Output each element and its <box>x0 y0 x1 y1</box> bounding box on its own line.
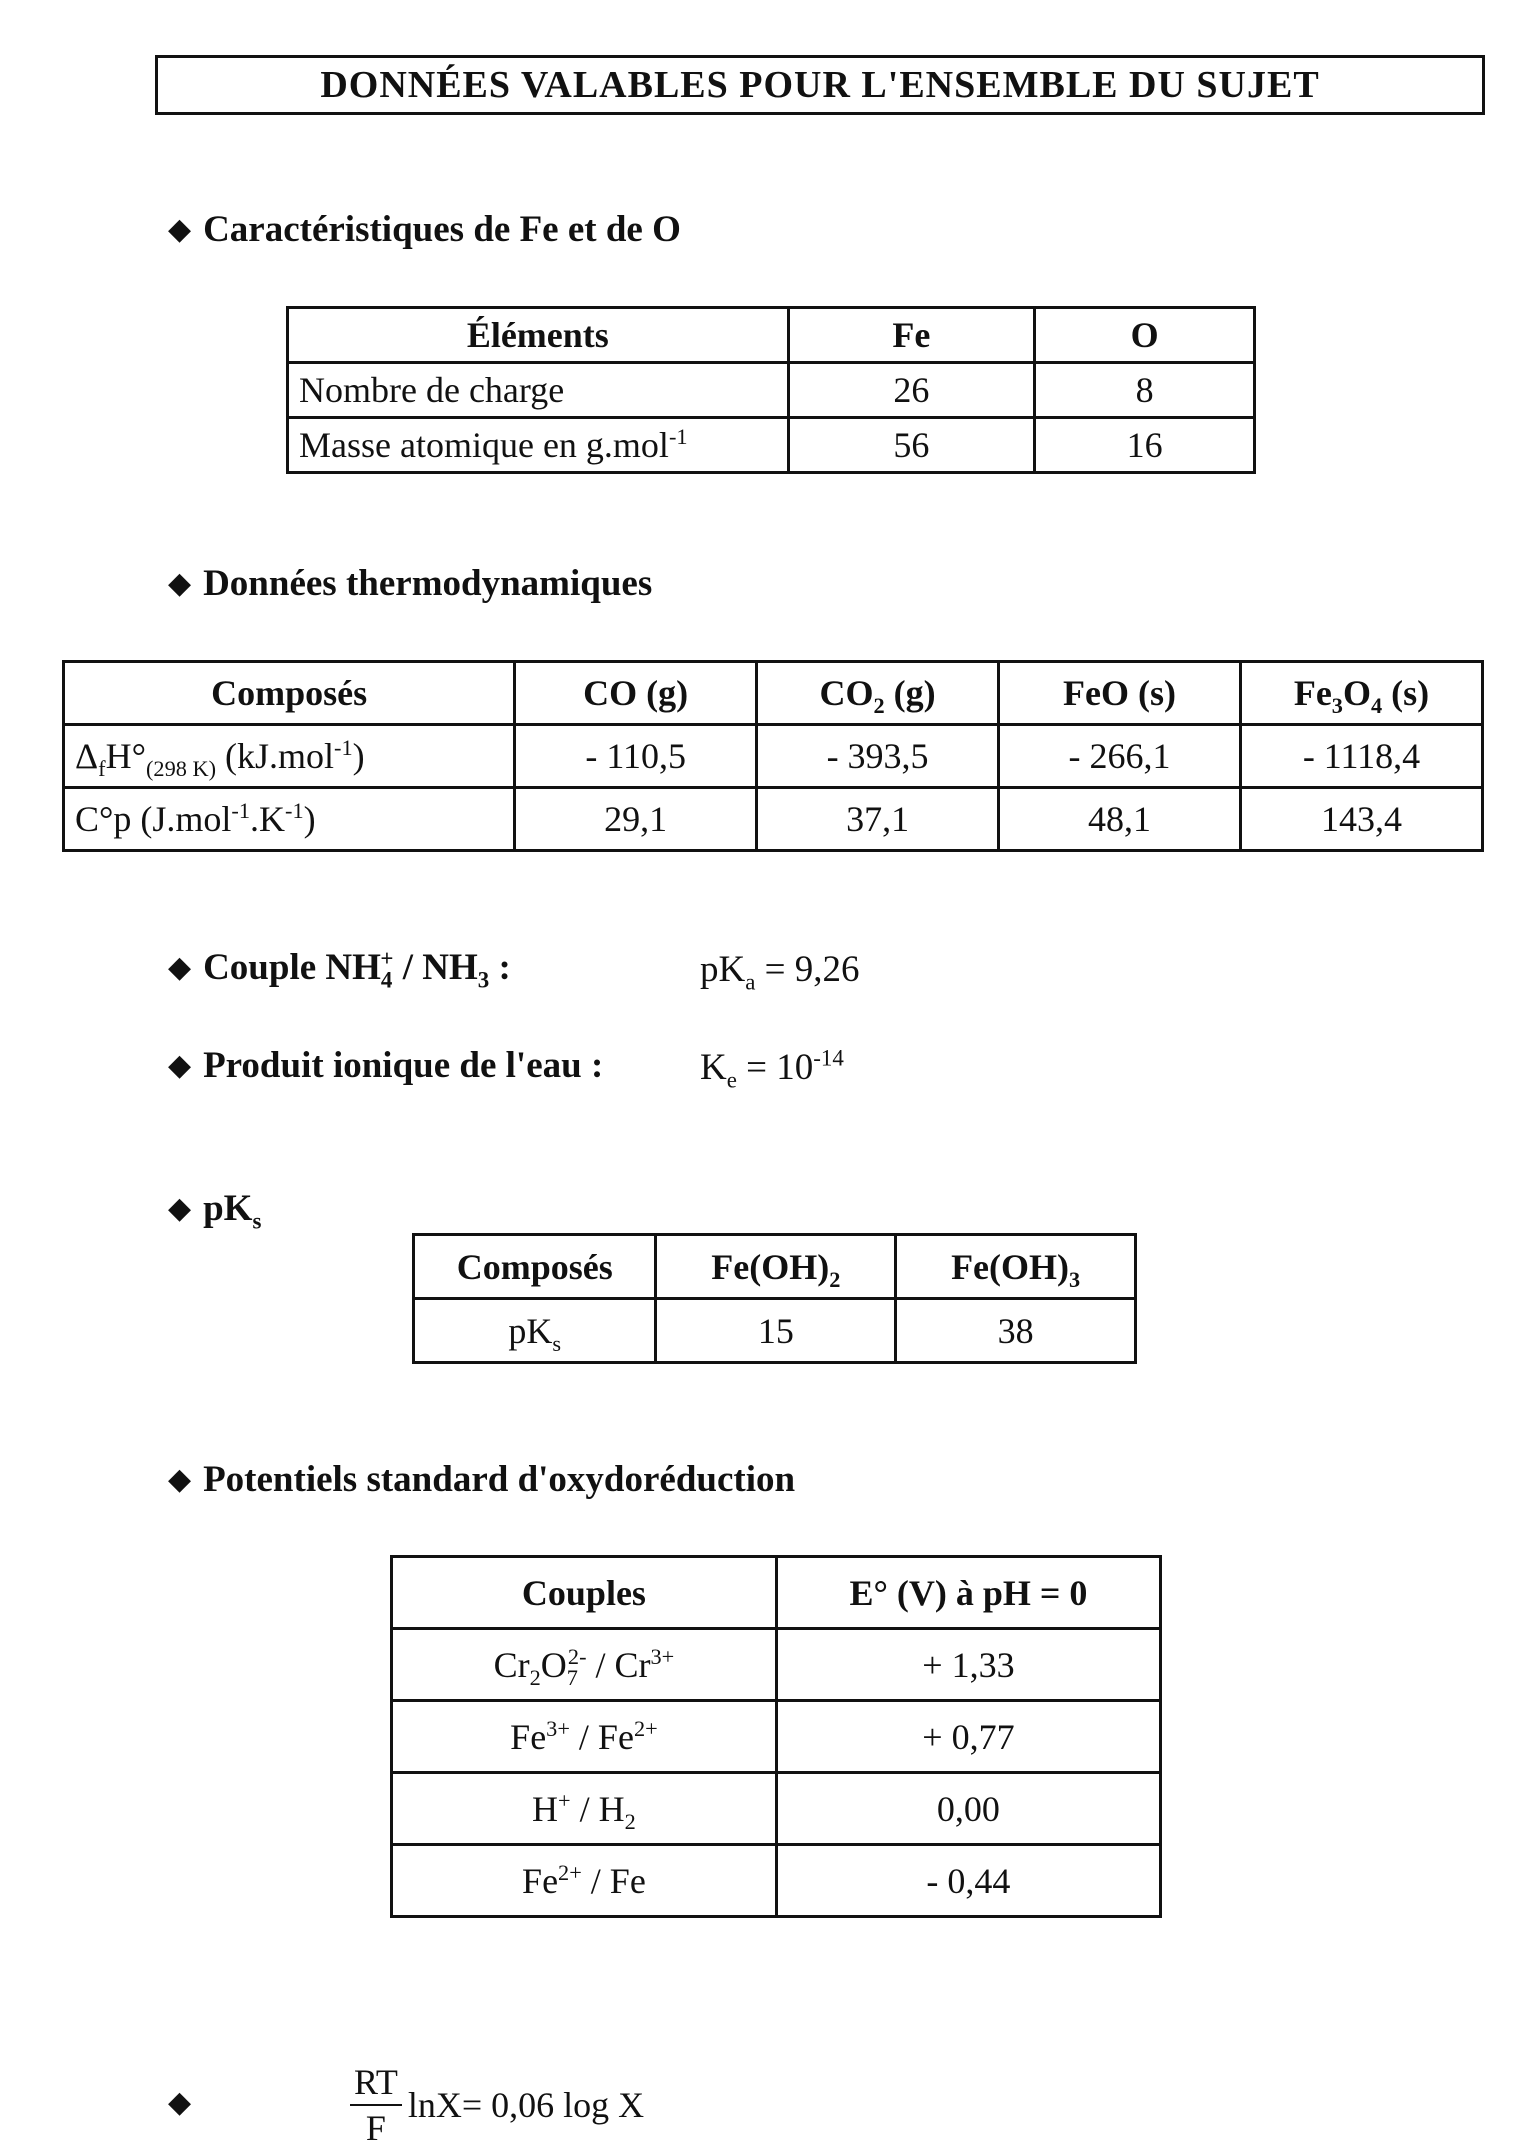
header-fe3o4: $Fe_3O_4$ (s) <box>1240 662 1482 725</box>
cell-pks-feoh3: 38 <box>896 1299 1136 1363</box>
page-title: DONNÉES VALABLES POUR L'ENSEMBLE DU SUJET <box>155 55 1485 115</box>
cell-enthalpie-co: - 110,5 <box>515 725 757 788</box>
couple-h-h2: $H^+ / H_2$ <box>392 1773 777 1845</box>
header-fe: Fe <box>788 308 1035 363</box>
row-label-cp: C°p $(J.mol^{-1}.K^{-1})$ <box>64 788 515 851</box>
produit-ionique-label: ◆ Produit ionique de l'eau : <box>168 1045 604 1086</box>
header-e0: E° (V) à pH = 0 <box>776 1557 1160 1629</box>
couple-fe3-fe2: $Fe^{3+} / Fe^{2+}$ <box>392 1701 777 1773</box>
bullet-icon: ◆ <box>168 1049 192 1082</box>
pks-table <box>412 1233 1137 1364</box>
cell-fe-masse: 56 <box>788 418 1035 473</box>
nernst-formula <box>350 2060 644 2150</box>
pka-value: $pK_a = 9,26$ <box>700 949 860 995</box>
row-label-enthalpie: $\Delta_fH^\circ_{(298 K)}$ (kJ.mol$^{-1}$) <box>64 725 515 788</box>
row-label-pks: $pK_s$ <box>414 1299 656 1363</box>
cell-enthalpie-fe3o4: - 1118,4 <box>1240 725 1482 788</box>
cell-cp-co: 29,1 <box>515 788 757 851</box>
ke-value: $K_e = 10^{-14}$ <box>700 1045 844 1093</box>
section-heading-thermo <box>168 562 652 605</box>
header-feo: FeO (s) <box>999 662 1241 725</box>
e0-fe3-fe2: + 0,77 <box>776 1701 1160 1773</box>
section-heading-caracteristiques <box>168 208 681 251</box>
bullet-icon: ◆ <box>168 2086 192 2119</box>
row-label-masse-atomique: Masse atomique en g.mol$^{-1}$ <box>288 418 789 473</box>
cell-o-masse: 16 <box>1035 418 1255 473</box>
e0-h-h2: 0,00 <box>776 1773 1160 1845</box>
heading-text: Potentiels standard d'oxydoréduction <box>203 1459 796 1500</box>
e0-fe2-fe: - 0,44 <box>776 1845 1160 1917</box>
header-composes-pks: Composés <box>414 1235 656 1299</box>
cell-enthalpie-co2: - 393,5 <box>757 725 999 788</box>
bullet-icon: ◆ <box>168 1192 192 1225</box>
header-feoh2: $Fe(OH)_2$ <box>656 1235 896 1299</box>
header-feoh3: $Fe(OH)_3$ <box>896 1235 1136 1299</box>
cell-fe-charge: 26 <box>788 363 1035 418</box>
formula-numerator: RT <box>350 2060 402 2106</box>
heading-text: Caractéristiques de Fe et de O <box>203 209 681 250</box>
section-heading-pks: ◆ $pK_s$ <box>168 1188 262 1234</box>
formula-fraction <box>350 2060 402 2150</box>
formula-denominator: F <box>365 2108 386 2148</box>
header-o: O <box>1035 308 1255 363</box>
couple-fe2-fe: $Fe^{2+}$ / Fe <box>392 1845 777 1917</box>
heading-text: Données thermodynamiques <box>203 563 653 604</box>
cell-pks-feoh2: 15 <box>656 1299 896 1363</box>
cell-enthalpie-feo: - 266,1 <box>999 725 1241 788</box>
header-couples: Couples <box>392 1557 777 1629</box>
bullet-icon: ◆ <box>168 213 192 246</box>
header-elements: Éléments <box>288 308 789 363</box>
elements-table <box>286 306 1256 474</box>
bullet-icon: ◆ <box>168 1463 192 1496</box>
header-co: CO (g) <box>515 662 757 725</box>
cell-o-charge: 8 <box>1035 363 1255 418</box>
couple-nh4-label: ◆ Couple $NH_4^+ / NH_3$ : <box>168 945 511 993</box>
header-co2: $CO_2$ (g) <box>757 662 999 725</box>
cell-cp-co2: 37,1 <box>757 788 999 851</box>
section-heading-potentiels <box>168 1458 795 1501</box>
cell-cp-fe3o4: 143,4 <box>1240 788 1482 851</box>
bullet-icon: ◆ <box>168 567 192 600</box>
potentiels-table <box>390 1555 1162 1918</box>
formula-rest: lnX= 0,06 log X <box>407 2085 645 2125</box>
row-label-nombre-charge: Nombre de charge <box>288 363 789 418</box>
couple-cr2o7-cr: $Cr_2O_7^{2-} / Cr^{3+}$ <box>392 1629 777 1701</box>
thermo-table <box>62 660 1484 852</box>
bullet-icon: ◆ <box>168 951 192 984</box>
e0-cr2o7-cr: + 1,33 <box>776 1629 1160 1701</box>
cell-cp-feo: 48,1 <box>999 788 1241 851</box>
header-composes: Composés <box>64 662 515 725</box>
